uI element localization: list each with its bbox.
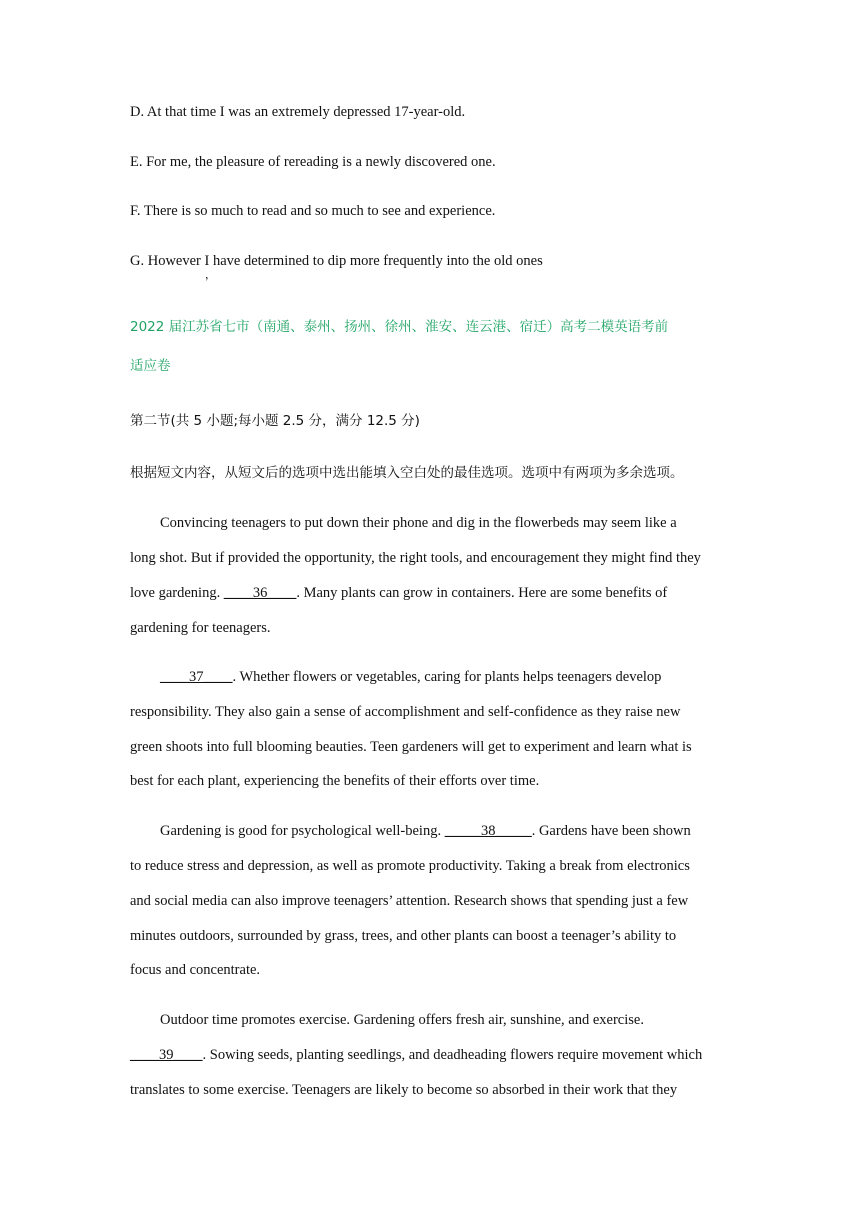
passage-text: love gardening. <box>130 585 224 601</box>
passage-text: . Sowing seeds, planting seedlings, and deadheading flowers require movement which <box>202 1047 703 1063</box>
passage-line <box>130 1047 702 1064</box>
option-d: D. At that time I was an extremely depressed 17-year-old. <box>130 104 466 120</box>
passage-line <box>130 585 667 602</box>
passage-line: best for each plant, experiencing the benefits of their efforts over time. <box>130 773 540 789</box>
passage-line: Outdoor time promotes exercise. Gardening offers fresh air, sunshine, and exercise. <box>160 1012 644 1028</box>
passage-text: . Many plants can grow in containers. Here are some benefits of <box>296 585 668 601</box>
instruction-text: 根据短文内容，从短文后的选项中选出能填入空白处的最佳选项。选项中有两项为多余选项。 <box>130 465 684 481</box>
passage-line: long shot. But if provided the opportunity, the right tools, and encouragement they might find they <box>130 550 701 566</box>
passage-text: Gardening is good for psychological well-being. <box>160 823 445 839</box>
passage-line: and social media can also improve teenagers’ attention. Research shows that spending just a few <box>130 893 689 909</box>
passage-line: focus and concentrate. <box>130 962 261 978</box>
passage-line: responsibility. They also gain a sense of accomplishment and self-confidence as they raise new <box>130 704 681 720</box>
passage-line: Convincing teenagers to put down their phone and dig in the flowerbeds may seem like a <box>160 515 677 531</box>
passage-line: gardening for teenagers. <box>130 620 271 636</box>
passage-text: . Whether flowers or vegetables, caring for plants helps teenagers develop <box>232 669 662 685</box>
passage-line <box>160 823 691 840</box>
option-e: E. For me, the pleasure of rereading is a newly discovered one. <box>130 154 496 170</box>
section-title-line1: 2022 届江苏省七市（南通、泰州、扬州、徐州、淮安、连云港、宿迁）高考二模英语考前 <box>130 319 669 335</box>
passage-line: green shoots into full blooming beauties. Teen gardeners will get to experiment and learn what is <box>130 739 692 755</box>
blank-38: _____38_____ <box>444 823 532 839</box>
blank-37: ____37____ <box>160 669 233 685</box>
option-g-comma: ， <box>205 269 216 281</box>
passage-text: . Gardens have been shown <box>531 823 691 839</box>
section-title-line2: 适应卷 <box>130 358 171 374</box>
option-f: F. There is so much to read and so much to see and experience. <box>130 203 496 219</box>
part-heading: 第二节(共 5 小题;每小题 2.5 分，满分 12.5 分) <box>130 413 420 429</box>
passage-line: translates to some exercise. Teenagers are likely to become so absorbed in their work that they <box>130 1082 678 1098</box>
blank-39: ____39____ <box>130 1047 203 1063</box>
blank-36: ____36____ <box>223 585 297 601</box>
passage-line: minutes outdoors, surrounded by grass, trees, and other plants can boost a teenager’s ability to <box>130 928 677 944</box>
passage-line <box>160 669 661 686</box>
option-g: G. However I have determined to dip more frequently into the old ones <box>130 253 543 269</box>
passage-line: to reduce stress and depression, as well as promote productivity. Taking a break from electronics <box>130 858 690 874</box>
